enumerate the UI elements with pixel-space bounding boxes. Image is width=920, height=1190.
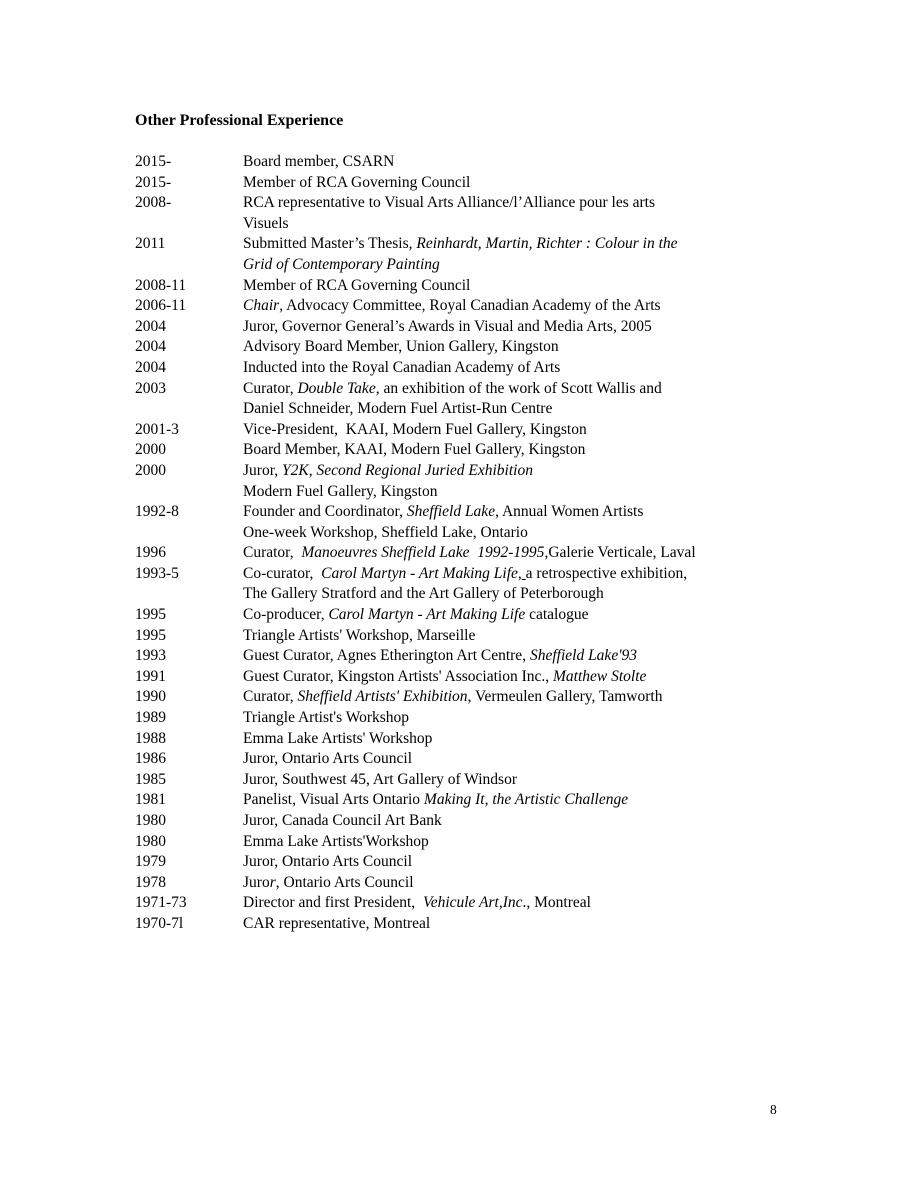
experience-row: [135, 626, 880, 647]
experience-row: [135, 729, 880, 750]
entry-year: 1986: [135, 750, 166, 768]
entry-year: 2008-: [135, 194, 172, 212]
entry-description: Juror, Y2K, Second Regional Juried Exhibition Modern Fuel Gallery, Kingston: [243, 461, 533, 500]
entry-year: 1980: [135, 812, 166, 829]
experience-row: [135, 749, 880, 770]
entry-description: RCA representative to Visual Arts Alliance/l’Alliance pour les arts Visuels: [243, 194, 656, 232]
entry-description: CAR representative, Montreal: [243, 914, 431, 932]
experience-row: [135, 152, 880, 173]
experience-row: [135, 605, 880, 626]
entry-description: Founder and Coordinator, Sheffield Lake, Annual Women Artists One-week Workshop, Sheffield Lake, Ontario: [243, 503, 644, 541]
entry-year: 2003: [135, 379, 166, 397]
entry-year: 1993-5: [135, 564, 179, 582]
entry-year: 2015-: [135, 153, 172, 170]
experience-row: [135, 461, 880, 502]
entry-description: Advisory Board Member, Union Gallery, Kingston: [243, 338, 559, 356]
entry-description: Inducted into the Royal Canadian Academy of Arts: [243, 358, 561, 376]
entry-year: 2000: [135, 441, 166, 459]
entry-year: 1988: [135, 729, 166, 747]
entry-year: 2001-3: [135, 420, 179, 438]
entry-year: 1981: [135, 791, 166, 809]
entry-year: 1979: [135, 853, 166, 871]
entry-year: 1980: [135, 832, 166, 850]
entry-year: 1971-73: [135, 894, 187, 912]
experience-row: [135, 708, 880, 729]
experience-row: [135, 193, 880, 234]
entry-description: Emma Lake Artists' Workshop: [243, 729, 433, 747]
entry-year: 2004: [135, 317, 166, 335]
entry-year: 2004: [135, 358, 166, 376]
entry-year: 1993: [135, 647, 166, 665]
experience-row: [135, 790, 880, 811]
entry-year: 1995: [135, 606, 166, 624]
entry-description: Juror, Governor General’s Awards in Visual and Media Arts, 2005: [243, 317, 652, 335]
entry-description: Director and first President, Vehicule Art,Inc., Montreal: [243, 894, 591, 912]
experience-row: [135, 337, 880, 358]
entry-year: 1996: [135, 544, 166, 562]
experience-row: [135, 420, 880, 441]
entry-description: Co-curator, Carol Martyn - Art Making Life, a retrospective exhibition, The Gallery Stratford and the Art Gallery of Peterborough: [243, 564, 688, 603]
experience-row: [135, 358, 880, 379]
entry-year: 2011: [135, 235, 166, 253]
entry-description: Member of RCA Governing Council: [243, 173, 471, 191]
entry-description: Triangle Artist's Workshop: [243, 709, 410, 727]
experience-row: [135, 914, 880, 935]
entry-description: Juror, Ontario Arts Council: [243, 873, 414, 891]
entry-description: Guest Curator, Agnes Etherington Art Centre, Sheffield Lake'93: [243, 647, 638, 665]
experience-row: [135, 502, 880, 543]
entry-year: 1992-8: [135, 503, 179, 521]
entry-description: Board Member, KAAI, Modern Fuel Gallery, Kingston: [243, 441, 586, 459]
page-number: 8: [770, 1102, 777, 1117]
entry-description: Curator, Manoeuvres Sheffield Lake 1992-1995,Galerie Verticale, Laval: [243, 544, 696, 562]
entry-year: 2004: [135, 338, 166, 356]
experience-row: [135, 873, 880, 894]
experience-row: [135, 852, 880, 873]
entry-year: 1995: [135, 626, 166, 644]
experience-row: [135, 317, 880, 338]
experience-row: [135, 234, 880, 275]
entry-description: Juror, Canada Council Art Bank: [243, 812, 442, 829]
experience-row: [135, 173, 880, 194]
entry-year: 2008-11: [135, 276, 187, 294]
entry-year: 1989: [135, 709, 166, 727]
experience-row: [135, 770, 880, 791]
experience-row: [135, 893, 880, 914]
experience-row: [135, 564, 880, 605]
entry-year: 1978: [135, 873, 166, 891]
experience-row: [135, 832, 880, 853]
entry-description: Curator, Sheffield Artists' Exhibition, Vermeulen Gallery, Tamworth: [243, 688, 663, 706]
experience-list: [135, 152, 880, 935]
entry-description: Panelist, Visual Arts Ontario Making It, the Artistic Challenge: [243, 791, 629, 809]
entry-description: Juror, Ontario Arts Council: [243, 750, 413, 768]
entry-year: 2000: [135, 461, 166, 479]
entry-description: Juror, Ontario Arts Council: [243, 853, 413, 871]
section-heading: Other Professional Experience: [135, 112, 344, 129]
entry-year: 2015-: [135, 173, 172, 191]
entry-description: Vice-President, KAAI, Modern Fuel Gallery, Kingston: [243, 420, 587, 438]
entry-year: 1991: [135, 667, 166, 685]
entry-description: Emma Lake Artists'Workshop: [243, 832, 429, 850]
document-content: [135, 110, 880, 935]
experience-row: [135, 276, 880, 297]
entry-description: Member of RCA Governing Council: [243, 276, 471, 294]
entry-year: 2006-11: [135, 297, 187, 315]
experience-row: [135, 667, 880, 688]
entry-description: Juror, Southwest 45, Art Gallery of Windsor: [243, 770, 517, 788]
entry-description: Chair, Advocacy Committee, Royal Canadian Academy of the Arts: [243, 297, 661, 315]
entry-description: Curator, Double Take, an exhibition of the work of Scott Wallis and Daniel Schneider, Modern Fuel Artist-Run Centre: [243, 379, 662, 418]
experience-row: [135, 811, 880, 832]
experience-row: [135, 296, 880, 317]
entry-description: Triangle Artists' Workshop, Marseille: [243, 626, 476, 644]
entry-description: Co-producer, Carol Martyn - Art Making Life catalogue: [243, 606, 589, 624]
entry-year: 1985: [135, 770, 166, 788]
entry-description: Submitted Master’s Thesis, Reinhardt, Martin, Richter : Colour in the Grid of Contemporary Painting: [243, 235, 678, 273]
experience-row: [135, 543, 880, 564]
entry-description: Guest Curator, Kingston Artists' Association Inc., Matthew Stolte: [243, 667, 647, 685]
entry-description: Board member, CSARN: [243, 153, 395, 170]
experience-row: [135, 687, 880, 708]
entry-year: 1970-7l: [135, 914, 184, 932]
experience-row: [135, 440, 880, 461]
experience-row: [135, 646, 880, 667]
entry-year: 1990: [135, 688, 166, 706]
experience-row: [135, 379, 880, 420]
